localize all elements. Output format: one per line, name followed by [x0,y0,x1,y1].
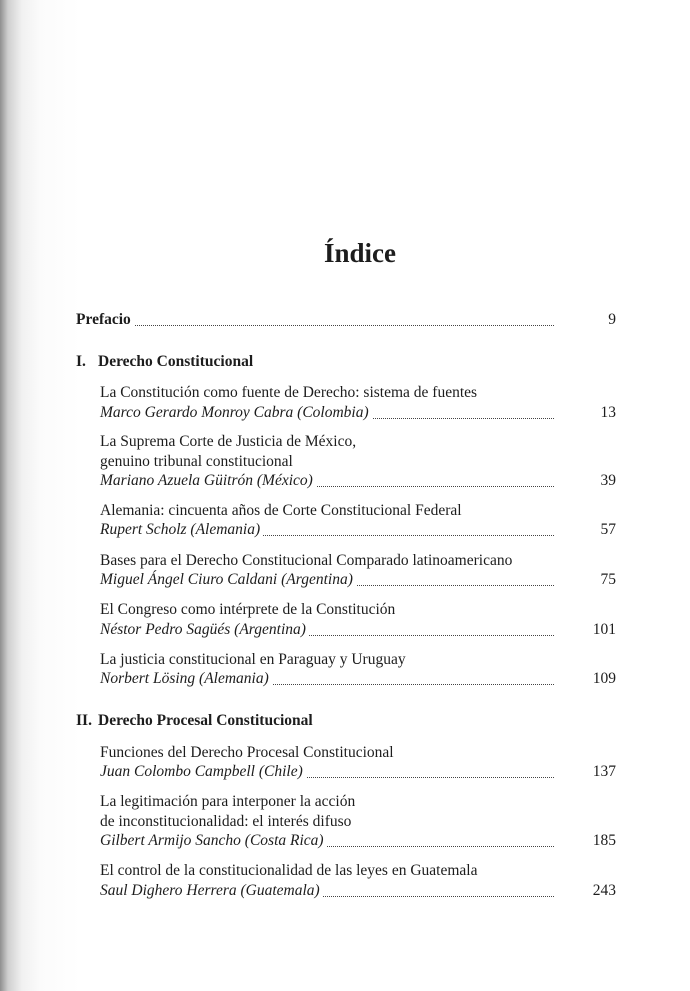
entry-author: Néstor Pedro Sagüés (Argentina) [100,621,309,638]
entry-author: Mariano Azuela Güitrón (México) [100,472,316,489]
prefacio-page: 9 [608,311,616,328]
toc-entry [100,669,616,689]
entry-title: La justicia constitucional en Paraguay y Uruguay [100,651,406,668]
entry-page: 185 [592,832,616,849]
toc-entry [100,520,616,540]
entry-page: 109 [592,670,616,687]
entry-page: 137 [592,763,616,780]
toc-entry [100,403,616,423]
section-number: I. [76,353,86,370]
section-title: Derecho Constitucional [98,353,254,370]
entry-title: El Congreso como intérprete de la Constitución [100,601,396,618]
section-title: Derecho Procesal Constitucional [98,712,313,729]
toc-entry [100,570,616,590]
entry-title: de inconstitucionalidad: el interés difuso [100,813,352,830]
entry-title: genuino tribunal constitucional [100,453,293,470]
section-heading-1 [76,352,616,372]
entry-page: 39 [600,472,616,489]
entry-page: 57 [600,521,616,538]
prefacio-label: Prefacio [76,311,134,328]
entry-title: La Constitución como fuente de Derecho: sistema de fuentes [100,384,478,401]
entry-title: Funciones del Derecho Procesal Constitucional [100,744,394,761]
entry-title: Bases para el Derecho Constitucional Comparado latinoamericano [100,552,513,569]
toc-entry [100,881,616,901]
entry-page: 243 [592,882,616,899]
entry-author: Juan Colombo Campbell (Chile) [100,763,306,780]
toc-entry [100,471,616,491]
section-number: II. [76,712,92,729]
entry-page: 101 [592,621,616,638]
entry-title: La legitimación para interponer la acción [100,793,356,810]
entry-author: Saul Dighero Herrera (Guatemala) [100,882,323,899]
entry-author: Miguel Ángel Ciuro Caldani (Argentina) [100,571,356,588]
section-heading-2 [76,711,616,731]
toc-entry [100,762,616,782]
toc-entry-prefacio [76,310,616,330]
entry-title: La Suprema Corte de Justicia de México, [100,433,357,450]
entry-page: 75 [600,571,616,588]
entry-page: 13 [600,404,616,421]
entry-author: Rupert Scholz (Alemania) [100,521,263,538]
entry-author: Marco Gerardo Monroy Cabra (Colombia) [100,404,372,421]
entry-author: Norbert Lösing (Alemania) [100,670,272,687]
entry-title: El control de la constitucionalidad de las leyes en Guatemala [100,862,478,879]
entry-author: Gilbert Armijo Sancho (Costa Rica) [100,832,327,849]
page-title: Índice [323,238,396,268]
entry-title: Alemania: cincuenta años de Corte Constitucional Federal [100,502,462,519]
toc-entry [100,831,616,851]
toc-entry [100,620,616,640]
